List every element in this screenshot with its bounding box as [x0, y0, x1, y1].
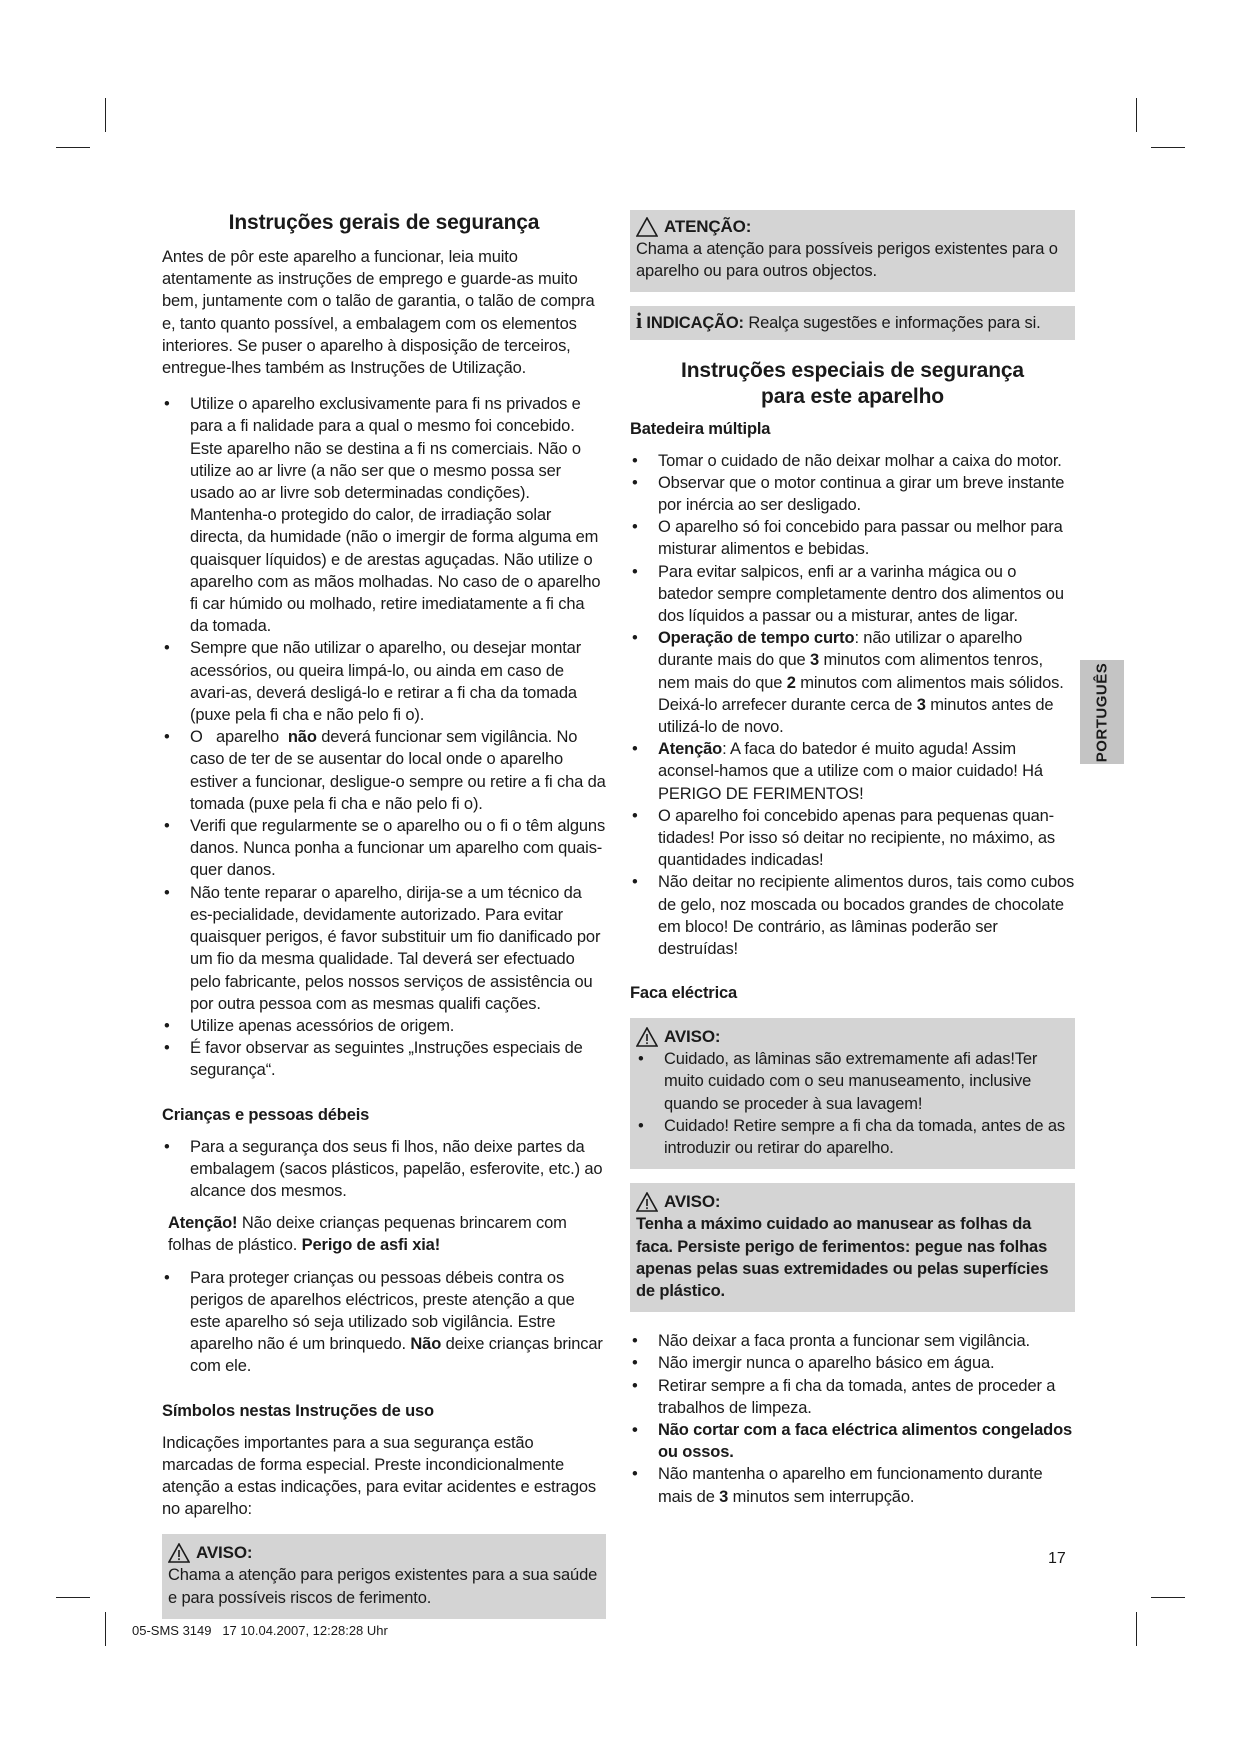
list-item [162, 726, 606, 815]
children-note [162, 1212, 606, 1256]
list-item: • Para a segurança dos seus fi lhos, não deixe partes da embalagem (sacos plásticos, papelão, esferovite, etc.) ao alcance dos mesmos. [162, 1136, 606, 1203]
aviso-box-1-list [636, 1048, 1069, 1159]
print-footer: 05-SMS 3149 17 10.04.2007, 12:28:28 Uhr [132, 1623, 388, 1638]
crop-mark [1151, 1597, 1185, 1598]
list-item: • Cuidado, as lâminas são extremamente afi adas!Ter muito cuidado com o seu manuseamento, inclusive quando se proceder à sua lavagem! [636, 1048, 1069, 1115]
language-tab-label: PORTUGUÊS [1093, 662, 1111, 762]
list-text: minutos com alimentos tenros, nem mais do que [658, 651, 1043, 692]
list-text-bold: Não [410, 1335, 442, 1354]
batedeira-heading: Batedeira múltipla [630, 419, 771, 438]
crop-mark [1136, 98, 1137, 132]
crop-mark [1136, 1612, 1137, 1646]
note-text: Não deixe crianças pequenas brincarem com folhas de plástico. [168, 1214, 567, 1255]
box-title-text: AVISO: [664, 1027, 721, 1047]
warning-icon [636, 1027, 658, 1047]
crop-mark [1151, 147, 1185, 148]
aviso-box-2-text: Tenha a máximo cuidado ao manusear as folhas da faca. Persiste perigo de ferimentos: pegue nas folhas apenas pelas suas extremidades ou pelas superfícies de plástico. [636, 1215, 1049, 1300]
list-text-bold: Atenção [658, 740, 723, 759]
aviso-box-1 [630, 1018, 1075, 1169]
box-title-text: AVISO: [196, 1543, 253, 1563]
atencao-legend-title [636, 216, 1069, 238]
list-item [630, 1463, 1075, 1507]
atencao-legend-text: Chama a atenção para possíveis perigos existentes para o aparelho ou para outros objectos. [636, 240, 1058, 281]
box-title-text: AVISO: [664, 1192, 721, 1212]
title-line: Instruções especiais de segurança [681, 358, 1024, 382]
list-text-bold: Operação de tempo curto [658, 629, 855, 648]
info-icon: i [636, 308, 642, 334]
list-item: • O aparelho só foi concebido para passar ou melhor para misturar alimentos e bebidas. [630, 516, 1075, 560]
right-column [630, 210, 1075, 1508]
indicacao-legend-box [630, 306, 1075, 339]
batedeira-list [630, 450, 1075, 961]
special-safety-title [630, 358, 1075, 410]
list-item: • Tomar o cuidado de não deixar molhar a caixa do motor. [630, 450, 1075, 472]
list-text: deverá funcionar sem vigilância. No caso de ter de se ausentar do local onde o aparelho estiver a funcionar, desligue-o sempre ou retire a fi cha da tomada (puxe pela fi cha e não pelo fi o). [190, 728, 606, 813]
list-text: O aparelho [190, 728, 288, 747]
aviso-box-2 [630, 1183, 1075, 1312]
list-item [162, 1267, 606, 1378]
list-text-bold: não [287, 728, 317, 747]
list-text: minutos antes de utilizá-lo de novo. [658, 695, 1054, 737]
crop-mark [56, 147, 90, 148]
list-text: deixe crianças brincar com ele. [190, 1335, 603, 1376]
aviso-legend-title [168, 1542, 600, 1564]
faca-list [630, 1330, 1075, 1508]
warning-icon [636, 1192, 658, 1212]
aviso-legend-box [162, 1534, 606, 1618]
general-safety-list [162, 393, 606, 1081]
list-item: • Não tente reparar o aparelho, dirija-se a um técnico da es-pecialidade, devidamente autorizado. Para evitar quaisquer perigos, é favor substituir um fio danificado por um fio da mesma qualidade. Tal deverá ser efectuado pelo fabricante, pelos nossos serviços de assistência ou por outra pessoa com as mesmas qualifi cações. [162, 882, 606, 1015]
list-item: • Cuidado! Retire sempre a fi cha da tomada, antes de as introduzir ou retirar do aparelho. [636, 1115, 1069, 1159]
note-bold: Atenção! [168, 1214, 238, 1233]
list-item: • Retirar sempre a fi cha da tomada, antes de proceder a trabalhos de limpeza. [630, 1375, 1075, 1419]
children-list-2 [162, 1267, 606, 1378]
warning-icon [168, 1543, 190, 1563]
list-text: Não mantenha o aparelho em funcionamento durante mais de [658, 1465, 1043, 1506]
box-title-text: ATENÇÃO: [664, 217, 752, 236]
list-number: 2 [786, 673, 796, 692]
list-number: 3 [810, 651, 820, 670]
list-text: minutos sem interrupção. [728, 1487, 915, 1506]
aviso-box-2-title [636, 1191, 1069, 1213]
atencao-legend-box [630, 210, 1075, 292]
list-item [630, 627, 1075, 738]
list-number: 3 [719, 1487, 729, 1506]
caution-triangle-icon [636, 217, 658, 237]
list-text: : A faca do batedor é muito aguda! Assim aconsel-hamos que a utilize com o maior cuidado! Há PERIGO DE FERIMENTOS! [658, 740, 1043, 803]
list-item [630, 738, 1075, 805]
children-heading: Crianças e pessoas débeis [162, 1105, 370, 1124]
aviso-legend-text: Chama a atenção para perigos existentes para a sua saúde e para possíveis riscos de ferimento. [168, 1566, 598, 1607]
list-item: • O aparelho foi concebido apenas para pequenas quan-tidades! Por isso só deitar no recipiente, no máximo, as quantidades indicadas! [630, 805, 1075, 872]
crop-mark [105, 1612, 106, 1646]
list-text: Para proteger crianças ou pessoas débeis contra os perigos de aparelhos eléctricos, preste atenção a que este aparelho só seja utilizado sob vigilância. Estre aparelho não é um brinquedo. [190, 1268, 575, 1354]
list-item: • Verifi que regularmente se o aparelho ou o fi o têm alguns danos. Nunca ponha a funcionar um aparelho com quais-quer danos. [162, 815, 606, 882]
box-title-text: INDICAÇÃO: [646, 314, 744, 333]
title-line: para este aparelho [761, 384, 944, 408]
crop-mark [56, 1597, 90, 1598]
symbols-paragraph: Indicações importantes para a sua segurança estão marcadas de forma especial. Preste incondicionalmente atenção a estas indicações, para evitar acidentes e estragos no aparelho: [162, 1433, 597, 1519]
children-list [162, 1136, 606, 1203]
note-bold: Perigo de asfi xia! [301, 1236, 441, 1255]
list-item: • Não deitar no recipiente alimentos duros, tais como cubos de gelo, noz moscada ou bocados grandes de chocolate em bloco! De contrário, as lâminas poderão ser destruídas! [630, 871, 1075, 960]
list-item: • Não imergir nunca o aparelho básico em água. [630, 1352, 1075, 1374]
faca-heading: Faca eléctrica [630, 984, 738, 1003]
list-item: • Sempre que não utilizar o aparelho, ou desejar montar acessórios, ou queira limpá-lo, ou ainda em caso de avari-as, deverá desligá-lo e retirar a fi cha da tomada (puxe pela fi cha e não pelo fi o). [162, 637, 606, 726]
list-item: • Utilize apenas acessórios de origem. [162, 1015, 606, 1037]
crop-mark [105, 98, 106, 132]
symbols-heading: Símbolos nestas Instruções de uso [162, 1401, 434, 1420]
list-text: minutos com alimentos mais sólidos. Deixá-lo arrefecer durante cerca de [658, 673, 1064, 714]
list-item: • É favor observar as seguintes „Instruções especiais de segurança“. [162, 1037, 606, 1081]
list-text: : não utilizar o aparelho durante mais do que [658, 629, 1023, 670]
list-item: • Não cortar com a faca eléctrica alimentos congelados ou ossos. [630, 1419, 1075, 1463]
list-number: 3 [916, 695, 926, 714]
aviso-box-1-title [636, 1026, 1069, 1048]
list-item: • Não deixar a faca pronta a funcionar sem vigilância. [630, 1330, 1075, 1352]
page-number: 17 [1048, 1550, 1066, 1567]
list-item: • Utilize o aparelho exclusivamente para fi ns privados e para a fi nalidade para a qual o mesmo foi concebido. Este aparelho não se destina a fi ns comerciais. Não o utilize ao ar livre (a não ser que o mesmo possa ser usado ao ar livre sob determinadas condições). Mantenha-o protegido do calor, de irradiação solar directa, da humidade (não o imergir de forma alguma em quaisquer líquidos) e de arestas aguçadas. Não utilize o aparelho com as mãos molhadas. No caso de o aparelho fi car húmido ou molhado, retire imediatamente a fi cha da tomada. [162, 393, 606, 637]
general-safety-title: Instruções gerais de segurança [228, 211, 540, 234]
left-column [162, 210, 606, 1619]
indicacao-text: Realça sugestões e informações para si. [743, 314, 1041, 333]
language-tab [1080, 660, 1124, 764]
list-item: • Para evitar salpicos, enfi ar a varinha mágica ou o batedor sempre completamente dentro dos alimentos ou dos líquidos a passar ou a misturar, antes de ligar. [630, 561, 1075, 628]
intro-paragraph: Antes de pôr este aparelho a funcionar, leia muito atentamente as instruções de emprego e guarde-as muito bem, juntamente com o talão de garantia, o talão de compra e, tanto quanto possível, a embalagem com os elementos interiores. Se puser o aparelho à disposição de terceiros, entregue-lhes também as Instruções de Utilização. [162, 248, 595, 378]
list-item: • Observar que o motor continua a girar um breve instante por inércia ao ser desligado. [630, 472, 1075, 516]
